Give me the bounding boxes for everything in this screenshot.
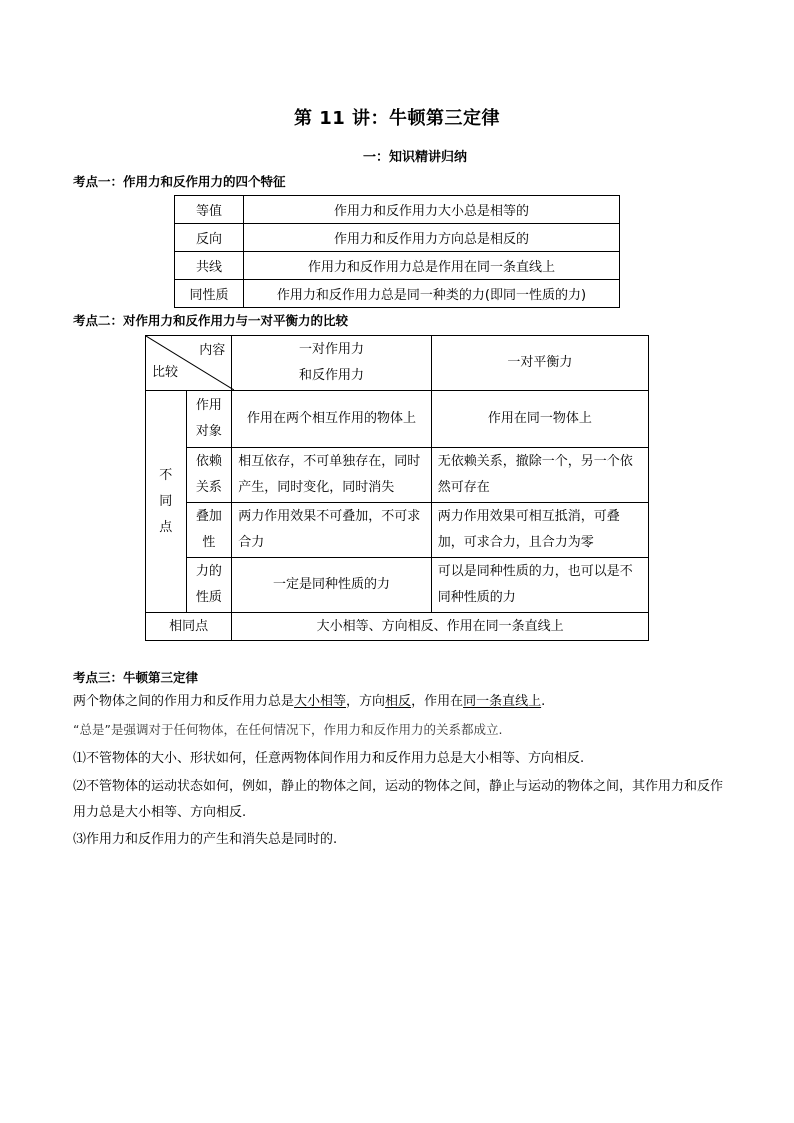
table-header-row (146, 336, 649, 391)
row-label-line: 对象 (195, 424, 222, 439)
table-row (175, 196, 620, 224)
table-row (146, 558, 649, 613)
section2-heading: 考点二：对作用力和反作用力与一对平衡力的比较 (73, 313, 349, 328)
cell-balanced: 无依赖关系，撤除一个，另一个依然可存在 (431, 448, 648, 503)
cell-balanced: 作用在同一物体上 (431, 391, 648, 448)
law-emphasis: 同一条直线上 (463, 694, 542, 709)
row-label (186, 391, 232, 448)
law-text: 两个物体之间的作用力和反作用力总是 (73, 694, 295, 709)
corner-label-content: 内容 (199, 343, 226, 358)
law-note: “总是”是强调对于任何物体，在任何情况下，作用力和反作用力的关系都成立. (73, 722, 503, 737)
law-item-3: ⑶作用力和反作用力的产生和消失总是同时的. (73, 832, 338, 847)
table-row (175, 224, 620, 252)
row-label-line: 叠加 (195, 509, 222, 524)
group-char: 点 (159, 519, 173, 535)
cell-action-reaction: 相互依存，不可单独存在，同时产生，同时变化，同时消失 (232, 448, 432, 503)
group-char: 同 (159, 493, 173, 509)
page-title: 第 11 讲：牛顿第三定律 (293, 108, 501, 129)
row-label (186, 448, 232, 503)
cell-action-reaction: 两力作用效果不可叠加，不可求合力 (232, 503, 432, 558)
group-label-differences (146, 391, 187, 613)
cell-balanced: 两力作用效果可相互抵消，可叠加，可求合力，且合力为零 (431, 503, 648, 558)
law-item-1: ⑴不管物体的大小、形状如何，任意两物体间作用力和反作用力总是大小相等、方向相反. (73, 751, 585, 766)
header-line: 和反作用力 (298, 368, 364, 383)
feature-key: 共线 (175, 252, 244, 280)
feature-key: 反向 (175, 224, 244, 252)
row-label (186, 558, 232, 613)
section1-heading: 考点一：作用力和反作用力的四个特征 (73, 174, 286, 189)
table-row (175, 280, 620, 308)
row-label-line: 关系 (195, 480, 222, 495)
law-emphasis: 相反 (385, 694, 412, 709)
row-label-line: 依赖 (195, 454, 222, 469)
header-line: 一对作用力 (298, 342, 364, 357)
law-emphasis: 大小相等 (294, 694, 347, 709)
feature-value: 作用力和反作用力方向总是相反的 (244, 224, 620, 252)
law-text: . (541, 694, 546, 709)
cell-balanced: 可以是同种性质的力，也可以是不同种性质的力 (431, 558, 648, 613)
law-text: ，方向 (346, 694, 386, 709)
cell-action-reaction: 一定是同种性质的力 (232, 558, 432, 613)
row-label-line: 作用 (195, 398, 222, 413)
row-label-line: 性 (202, 535, 216, 550)
row-label-line: 力的 (195, 564, 222, 579)
group-char: 不 (159, 467, 173, 483)
table-row (146, 503, 649, 558)
section3-heading: 考点三：牛顿第三定律 (73, 670, 199, 685)
law-statement (73, 689, 733, 715)
same-points-value: 大小相等、方向相反、作用在同一条直线上 (232, 613, 649, 641)
same-points-label: 相同点 (146, 613, 232, 641)
cell-action-reaction: 作用在两个相互作用的物体上 (232, 391, 432, 448)
table-row (146, 613, 649, 641)
law-text: ，作用在 (411, 694, 464, 709)
feature-value: 作用力和反作用力总是同一种类的力(即同一性质的力) (244, 280, 620, 308)
features-table (174, 195, 620, 308)
comparison-table (145, 335, 649, 641)
feature-value: 作用力和反作用力大小总是相等的 (244, 196, 620, 224)
feature-key: 同性质 (175, 280, 244, 308)
law-item-2: ⑵不管物体的运动状态如何，例如，静止的物体之间，运动的物体之间，静止与运动的物体之间，其作用力和反作用力总是大小相等、方向相反. (73, 779, 724, 820)
feature-value: 作用力和反作用力总是作用在同一条直线上 (244, 252, 620, 280)
column-header-action-reaction (232, 336, 432, 391)
row-label (186, 503, 232, 558)
row-label-line: 性质 (195, 590, 222, 605)
table-row (175, 252, 620, 280)
table-row (146, 448, 649, 503)
corner-label-compare: 比较 (152, 365, 179, 380)
diagonal-header-cell (146, 336, 232, 391)
feature-key: 等值 (175, 196, 244, 224)
table-row (146, 391, 649, 448)
section-subtitle: 一：知识精讲归纳 (362, 150, 467, 165)
column-header-balanced-forces: 一对平衡力 (431, 336, 648, 391)
